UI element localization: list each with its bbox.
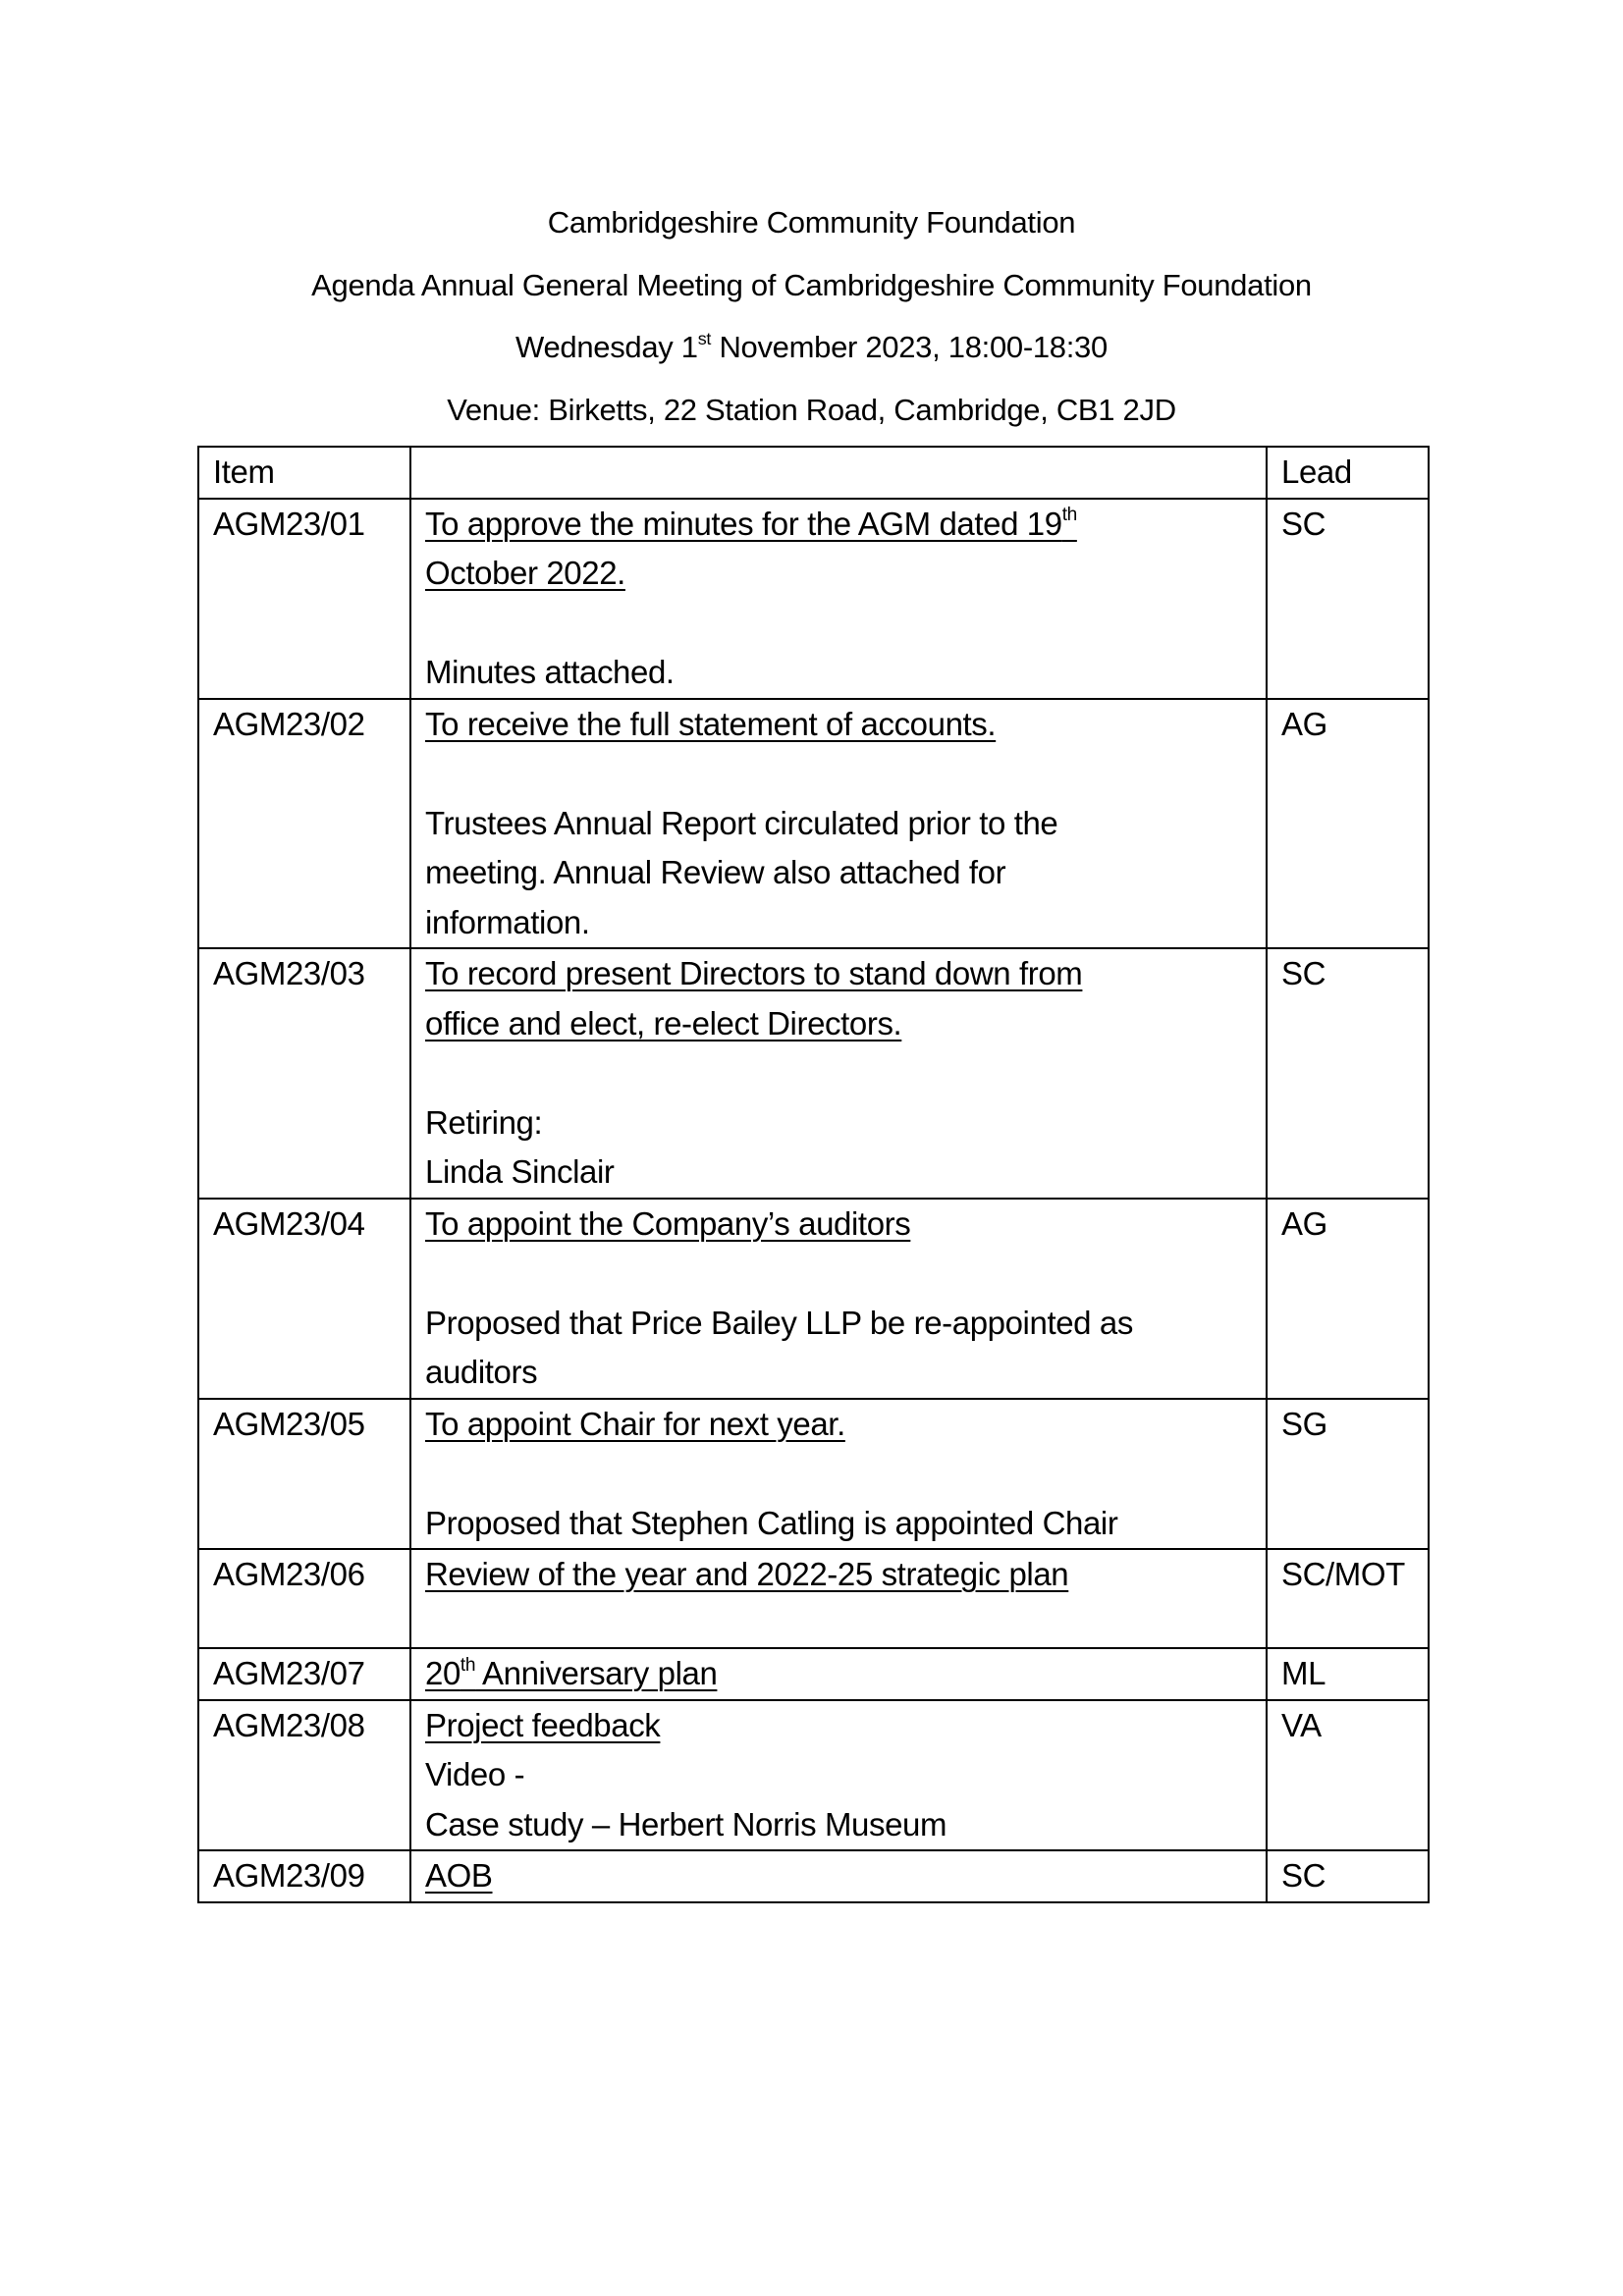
item-code: AGM23/03 bbox=[198, 948, 410, 1199]
table-row bbox=[198, 1850, 1429, 1902]
item-lead: AG bbox=[1267, 699, 1429, 949]
item-title: To appoint the Company’s auditors bbox=[425, 1204, 911, 1242]
item-code: AGM23/01 bbox=[198, 499, 410, 699]
agenda-table bbox=[197, 446, 1430, 1903]
item-note: Trustees Annual Report circulated prior to the bbox=[425, 804, 1058, 841]
table-row bbox=[198, 499, 1429, 699]
item-code: AGM23/09 bbox=[198, 1850, 410, 1902]
meeting-title: Agenda Annual General Meeting of Cambridgeshire Community Foundation bbox=[311, 268, 1312, 302]
item-code: AGM23/05 bbox=[198, 1399, 410, 1550]
header-item: Item bbox=[198, 447, 410, 499]
table-row bbox=[198, 1399, 1429, 1550]
table-row bbox=[198, 1199, 1429, 1399]
item-note: Case study – Herbert Norris Museum bbox=[425, 1805, 947, 1842]
item-note: Linda Sinclair bbox=[425, 1153, 615, 1190]
item-description bbox=[410, 948, 1267, 1199]
header-description bbox=[410, 447, 1267, 499]
item-code: AGM23/06 bbox=[198, 1549, 410, 1648]
meeting-venue: Venue: Birketts, 22 Station Road, Cambridge, CB1 2JD bbox=[447, 393, 1176, 427]
date-weekday: Wednesday 1 bbox=[515, 330, 698, 364]
item-description bbox=[410, 1648, 1267, 1700]
item-title: Project feedback bbox=[425, 1706, 661, 1743]
item-title-cont: October 2022. bbox=[425, 555, 625, 591]
table-header-row bbox=[198, 447, 1429, 499]
table-row bbox=[198, 1700, 1429, 1851]
item-lead: SC bbox=[1267, 499, 1429, 699]
table-row bbox=[198, 1648, 1429, 1700]
item-lead: ML bbox=[1267, 1648, 1429, 1700]
table-row bbox=[198, 699, 1429, 949]
item-lead: SC/MOT bbox=[1267, 1549, 1429, 1648]
item-note: Minutes attached. bbox=[425, 654, 675, 690]
item-title: To receive the full statement of accounts. bbox=[425, 705, 997, 742]
item-title: To appoint Chair for next year. bbox=[425, 1405, 845, 1442]
item-code: AGM23/07 bbox=[198, 1648, 410, 1700]
item-description bbox=[410, 1199, 1267, 1399]
item-description bbox=[410, 1850, 1267, 1902]
item-note: Proposed that Stephen Catling is appointed Chair bbox=[425, 1504, 1118, 1541]
item-lead: VA bbox=[1267, 1700, 1429, 1851]
organisation-name: Cambridgeshire Community Foundation bbox=[547, 205, 1076, 240]
item-note: Retiring: bbox=[425, 1103, 543, 1141]
date-time: November 2023, 18:00-18:30 bbox=[711, 330, 1108, 364]
date-ordinal-suffix: st bbox=[697, 328, 712, 348]
item-description bbox=[410, 499, 1267, 699]
item-title: Review of the year and 2022-25 strategic plan bbox=[425, 1556, 1069, 1592]
item-lead: SG bbox=[1267, 1399, 1429, 1550]
item-code: AGM23/04 bbox=[198, 1199, 410, 1399]
table-row bbox=[198, 1549, 1429, 1648]
item-lead: AG bbox=[1267, 1199, 1429, 1399]
item-note: Video - bbox=[425, 1756, 525, 1792]
item-note: information. bbox=[425, 903, 590, 940]
item-description bbox=[410, 699, 1267, 949]
header-lead: Lead bbox=[1267, 447, 1429, 499]
table-row bbox=[198, 948, 1429, 1199]
item-description bbox=[410, 1399, 1267, 1550]
item-note: meeting. Annual Review also attached for bbox=[425, 854, 1006, 890]
item-description bbox=[410, 1700, 1267, 1851]
meeting-date bbox=[0, 328, 1623, 367]
item-note: Proposed that Price Bailey LLP be re-appointed as bbox=[425, 1304, 1133, 1341]
item-title-cont: office and elect, re-elect Directors. bbox=[425, 1004, 902, 1041]
item-title: 20th Anniversary plan bbox=[425, 1654, 718, 1691]
item-title: To record present Directors to stand down from bbox=[425, 955, 1083, 991]
item-title: To approve the minutes for the AGM dated 19th bbox=[425, 505, 1077, 542]
item-lead: SC bbox=[1267, 948, 1429, 1199]
item-note: auditors bbox=[425, 1354, 538, 1390]
item-description bbox=[410, 1549, 1267, 1648]
item-title: AOB bbox=[425, 1857, 493, 1894]
item-code: AGM23/08 bbox=[198, 1700, 410, 1851]
item-code: AGM23/02 bbox=[198, 699, 410, 949]
item-lead: SC bbox=[1267, 1850, 1429, 1902]
